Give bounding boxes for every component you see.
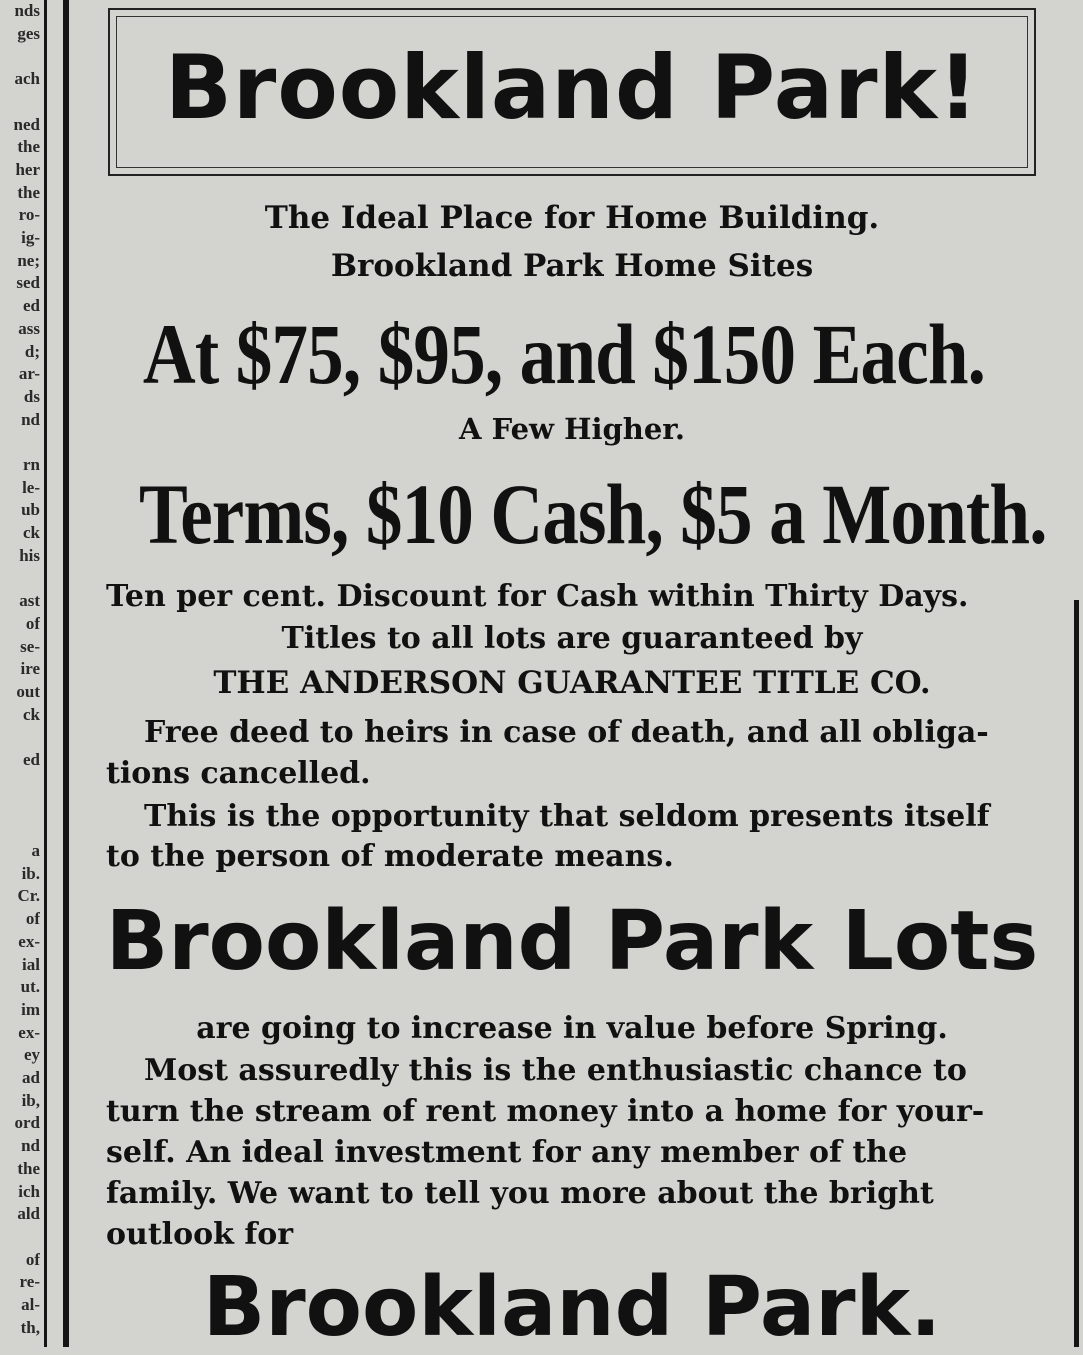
fragment-text: of — [25, 613, 40, 633]
fragment-text: his — [19, 545, 40, 565]
fragment-text: ar- — [18, 364, 40, 384]
adjacent-column-fragments — [0, 0, 40, 1347]
fragment-text: ach — [14, 69, 40, 89]
fragment-text: her — [15, 159, 40, 179]
company-name: THE ANDERSON GUARANTEE TITLE CO. — [213, 665, 931, 701]
ad-title: Brookland Park! — [164, 36, 980, 139]
fragment-text: ass — [18, 318, 40, 338]
fragment-text: ast — [19, 591, 40, 611]
fragment-text: ne; — [17, 250, 40, 270]
closing-heading: Brookland Park. — [202, 1260, 942, 1355]
fragment-text — [0, 727, 40, 750]
fragment-text: ges — [17, 23, 40, 43]
free-deed-line-2: tions cancelled. — [106, 756, 371, 791]
fragment-text: ey — [23, 1045, 40, 1065]
fragment-text: ned — [13, 114, 40, 134]
prices-headline: At $75, $95, and $150 Each. — [142, 306, 986, 402]
increase-line: are going to increase in value before Spring. — [196, 1011, 948, 1046]
column-rule-heavy — [63, 0, 69, 1347]
fragment-text: the — [17, 137, 40, 157]
paragraph-line: family. We want to tell you more about the bright — [106, 1176, 934, 1211]
fragment-text: rn — [23, 455, 40, 475]
fragment-text — [0, 795, 40, 818]
discount-line: Ten per cent. Discount for Cash within Thirty Days. — [106, 579, 969, 614]
advertisement — [72, 0, 1072, 1355]
fragment-text: ial — [22, 954, 40, 974]
fragment-text: th, — [20, 1317, 40, 1337]
fragment-text: nd — [21, 1136, 40, 1156]
paragraph-line: turn the stream of rent money into a home for your- — [106, 1094, 985, 1129]
paragraph-line: outlook for — [106, 1217, 294, 1252]
fragment-text: ck — [23, 704, 40, 724]
fragment-text: ig- — [21, 228, 40, 248]
fragment-text: Cr. — [17, 886, 40, 906]
paragraph-line: Most assuredly this is the enthusiastic chance to — [144, 1053, 967, 1088]
fragment-text: ed — [23, 296, 40, 316]
fragment-text: al- — [21, 1295, 40, 1315]
fragment-text — [0, 817, 40, 840]
fragment-text: of — [25, 909, 40, 929]
fragment-text: nds — [14, 1, 40, 20]
fragment-text: the — [17, 1158, 40, 1178]
fragment-text: ib. — [21, 863, 40, 883]
fragment-text: ich — [18, 1181, 40, 1201]
fragment-text — [0, 1226, 40, 1249]
column-rule — [44, 0, 47, 1347]
opportunity-line-2: to the person of moderate means. — [106, 839, 674, 874]
fragment-text: ds — [23, 386, 40, 406]
terms-headline: Terms, $10 Cash, $5 a Month. — [139, 466, 1047, 562]
fragment-text: ex- — [18, 931, 40, 951]
fragment-text: out — [16, 682, 40, 702]
fragment-text — [0, 45, 40, 68]
fragment-text: ire — [20, 659, 40, 679]
fragment-text: the — [17, 182, 40, 202]
fragment-text — [0, 568, 40, 591]
tagline-2: Brookland Park Home Sites — [330, 248, 814, 284]
fragment-text: nd — [21, 409, 40, 429]
fragment-text — [0, 772, 40, 795]
fragment-text: ub — [21, 500, 40, 520]
fragment-text: ord — [14, 1113, 40, 1133]
fragment-text: se- — [20, 636, 40, 656]
fragment-text: ed — [23, 750, 40, 770]
paragraph-line: self. An ideal investment for any member of the — [106, 1135, 908, 1170]
fragment-text: ex- — [18, 1022, 40, 1042]
fragment-text — [0, 431, 40, 454]
lots-heading: Brookland Park Lots — [105, 894, 1039, 989]
fragment-text: re- — [19, 1272, 40, 1292]
tagline-1: The Ideal Place for Home Building. — [264, 200, 880, 236]
opportunity-line-1: This is the opportunity that seldom presents itself — [144, 799, 990, 834]
fragment-text: ib, — [21, 1090, 40, 1110]
titles-line: Titles to all lots are guaranteed by — [281, 621, 863, 656]
fragment-text: ad — [22, 1068, 40, 1088]
fragment-text: le- — [22, 477, 40, 497]
fragment-text: of — [25, 1249, 40, 1269]
right-column-rule — [1074, 600, 1079, 1347]
fragment-text: d; — [24, 341, 40, 361]
fragment-text: im — [21, 999, 40, 1019]
fragment-text: sed — [16, 273, 40, 293]
fragment-text: ut. — [20, 977, 40, 997]
few-higher: A Few Higher. — [458, 412, 686, 446]
fragment-text: ald — [17, 1204, 40, 1224]
fragment-text — [0, 91, 40, 114]
fragment-text: ck — [23, 523, 40, 543]
fragment-text: ro- — [18, 205, 40, 225]
fragment-text: a — [31, 841, 40, 861]
free-deed-line-1: Free deed to heirs in case of death, and all obliga- — [144, 715, 989, 750]
